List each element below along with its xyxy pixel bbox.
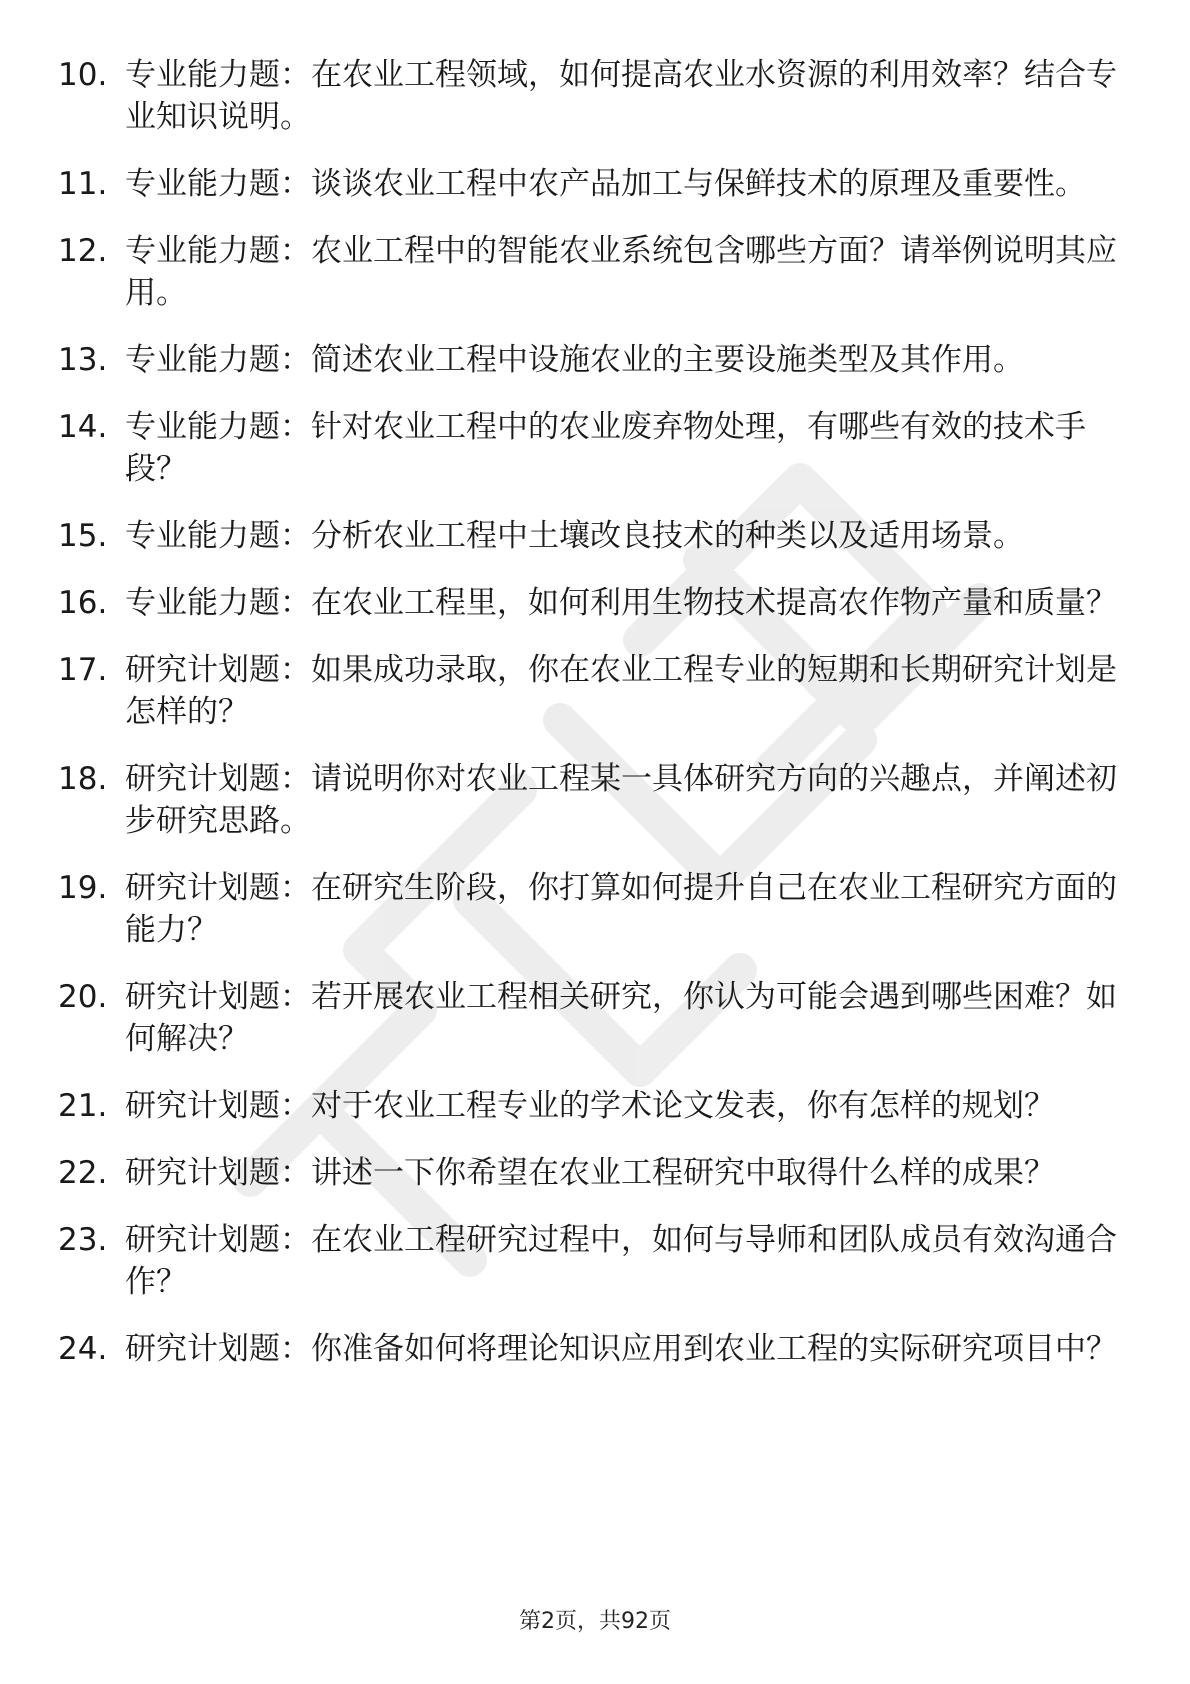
question-number: 20.	[58, 979, 108, 1015]
question-number: 11.	[58, 166, 108, 202]
question-item	[58, 1152, 1118, 1194]
question-number: 19.	[58, 870, 108, 906]
question-item	[58, 649, 1118, 733]
question-number: 13.	[58, 342, 108, 378]
question-text: 针对农业工程中的农业废弃物处理，有哪些有效的技术手段？	[125, 409, 1086, 487]
question-item	[58, 54, 1118, 138]
question-number: 18.	[58, 761, 108, 797]
question-text: 农业工程中的智能农业系统包含哪些方面？请举例说明其应用。	[125, 233, 1117, 311]
question-item	[58, 163, 1118, 205]
question-category: 专业能力题：	[125, 57, 311, 93]
question-category: 研究计划题：	[125, 761, 311, 797]
question-category: 研究计划题：	[125, 1222, 311, 1258]
question-item	[58, 976, 1118, 1060]
question-number: 10.	[58, 57, 108, 93]
question-number: 12.	[58, 233, 108, 269]
question-text: 如果成功录取，你在农业工程专业的短期和长期研究计划是怎样的？	[125, 652, 1117, 730]
question-item	[58, 515, 1118, 557]
question-number: 15.	[58, 518, 108, 554]
question-item	[58, 867, 1118, 951]
question-number: 17.	[58, 652, 108, 688]
question-list	[58, 54, 1118, 1395]
question-number: 22.	[58, 1155, 108, 1191]
question-number: 14.	[58, 409, 108, 445]
question-category: 专业能力题：	[125, 342, 311, 378]
question-number: 21.	[58, 1088, 108, 1124]
question-category: 研究计划题：	[125, 1088, 311, 1124]
question-item	[58, 582, 1118, 624]
page-number-footer: 第2页，共92页	[519, 1609, 671, 1634]
question-text: 在农业工程研究过程中，如何与导师和团队成员有效沟通合作？	[125, 1222, 1117, 1300]
question-category: 研究计划题：	[125, 979, 311, 1015]
question-category: 专业能力题：	[125, 233, 311, 269]
question-item	[58, 1328, 1118, 1370]
question-text: 请说明你对农业工程某一具体研究方向的兴趣点，并阐述初步研究思路。	[125, 761, 1117, 839]
question-category: 研究计划题：	[125, 1331, 311, 1367]
question-text: 分析农业工程中土壤改良技术的种类以及适用场景。	[311, 518, 1024, 554]
question-category: 研究计划题：	[125, 1155, 311, 1191]
question-number: 16.	[58, 585, 108, 621]
question-category: 专业能力题：	[125, 518, 311, 554]
question-category: 专业能力题：	[125, 409, 311, 445]
question-text: 对于农业工程专业的学术论文发表，你有怎样的规划？	[311, 1088, 1055, 1124]
question-category: 研究计划题：	[125, 870, 311, 906]
question-text: 在农业工程领域，如何提高农业水资源的利用效率？结合专业知识说明。	[125, 57, 1117, 135]
question-item	[58, 339, 1118, 381]
question-category: 研究计划题：	[125, 652, 311, 688]
question-item	[58, 230, 1118, 314]
question-item	[58, 1219, 1118, 1303]
question-text: 你准备如何将理论知识应用到农业工程的实际研究项目中？	[311, 1331, 1117, 1367]
question-item	[58, 1085, 1118, 1127]
question-category: 专业能力题：	[125, 585, 311, 621]
question-text: 在研究生阶段，你打算如何提升自己在农业工程研究方面的能力？	[125, 870, 1117, 948]
question-text: 简述农业工程中设施农业的主要设施类型及其作用。	[311, 342, 1024, 378]
question-text: 在农业工程里，如何利用生物技术提高农作物产量和质量？	[311, 585, 1117, 621]
question-text: 谈谈农业工程中农产品加工与保鲜技术的原理及重要性。	[311, 166, 1086, 202]
question-category: 专业能力题：	[125, 166, 311, 202]
question-number: 24.	[58, 1331, 108, 1367]
question-item	[58, 406, 1118, 490]
question-number: 23.	[58, 1222, 108, 1258]
question-text: 讲述一下你希望在农业工程研究中取得什么样的成果？	[311, 1155, 1055, 1191]
question-item	[58, 758, 1118, 842]
question-text: 若开展农业工程相关研究，你认为可能会遇到哪些困难？如何解决？	[125, 979, 1117, 1057]
